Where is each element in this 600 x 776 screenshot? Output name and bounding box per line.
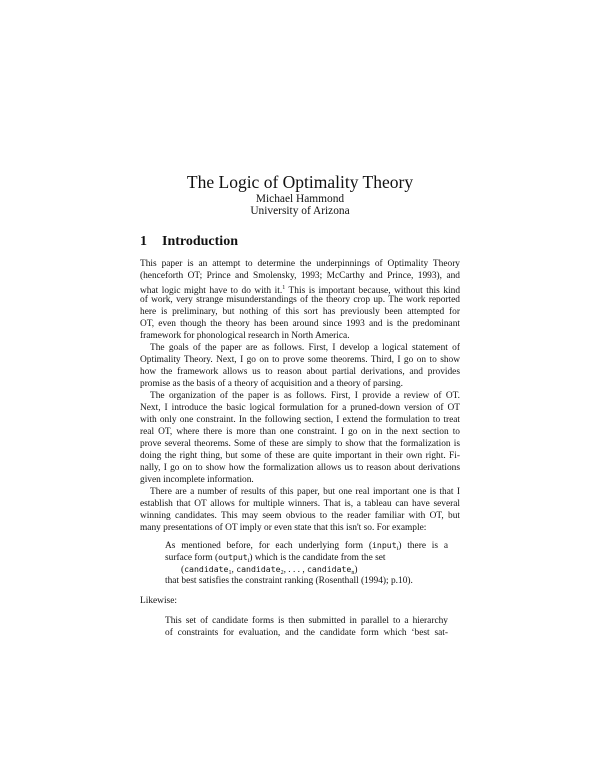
math-candidate: candidate	[184, 564, 229, 574]
footnote-marker[interactable]: 1	[282, 285, 286, 291]
quote-text: )	[354, 565, 358, 575]
quote-line: This set of candidate forms is then submitted in parallel to a hierarchy	[165, 616, 448, 626]
author-name: Michael Hammond	[255, 193, 345, 205]
body-line: (henceforth OT; Prince and Smolensky, 1993; McCarthy and Prince, 1993), and	[140, 271, 460, 281]
math-subscript: i	[396, 546, 399, 552]
quote-text: ) which is the candidate from the set	[249, 553, 386, 563]
author-affiliation: University of Arizona	[250, 205, 350, 217]
body-line: given incomplete information.	[140, 475, 254, 485]
body-text: This is important because, without this kind	[285, 286, 461, 296]
math-subscript: 2	[280, 570, 284, 576]
body-line: nally, I go on to show how the formalization allows us to reason about derivations	[140, 463, 460, 473]
section-title: Introduction	[162, 234, 238, 249]
body-line: here is preliminary, but nothing of this sort has previously been attempted for	[140, 307, 460, 317]
math-candidate: candidate	[236, 564, 281, 574]
body-line: Next, I introduce the basic logical formulation for a pruned-down version of OT	[140, 403, 460, 413]
body-line: Optimality Theory. Next, I go on to prove some theorems. Third, I go on to show	[140, 355, 460, 365]
section-heading	[140, 233, 238, 250]
section-number: 1	[140, 234, 147, 249]
body-line: There are a number of results of this paper, but one real important one is that I	[150, 487, 460, 497]
body-line: how the framework allows us to reason about partial derivations, and provides	[140, 367, 460, 377]
body-line: The goals of the paper are as follows. First, I develop a logical statement of	[150, 343, 460, 353]
math-subscript: 1	[228, 570, 232, 576]
body-line: The organization of the paper is as follows. First, I provide a review of OT.	[150, 391, 460, 401]
quote-text: (	[181, 565, 185, 575]
body-line: winning candidates. This may seem obvious to the reader familiar with OT, but	[140, 511, 460, 521]
body-line: This paper is an attempt to determine the underpinnings of Optimality Theory	[140, 259, 460, 269]
body-line: OT, even though the theory has been around since 1993 and is the predominant	[140, 319, 460, 329]
quote-text: , . . . ,	[283, 565, 307, 575]
body-line: framework for phonological research in North America.	[140, 331, 350, 341]
body-line: of work, very strange misunderstandings of the theory crop up. The work reported	[140, 295, 460, 305]
quote-text: ) there is a	[398, 541, 448, 551]
quote-line: that best satisfies the constraint ranking (Rosenthall (1994); p.10).	[165, 576, 413, 586]
quote-text: ,	[231, 565, 237, 575]
body-line: Likewise:	[140, 596, 177, 606]
body-line: promise as the basis of a theory of acquisition and a theory of parsing.	[140, 379, 403, 389]
body-line: with only one constraint. In the following section, I extend the formulation to treat	[140, 415, 460, 425]
math-candidate: candidate	[307, 564, 352, 574]
body-line: prove several theorems. Some of these are simply to show that the formalization is	[140, 439, 460, 449]
paper-title: The Logic of Optimality Theory	[186, 172, 414, 192]
math-subscript: n	[351, 570, 355, 576]
body-line: real OT, where there is more than one constraint. I go on in the next section to	[140, 427, 460, 437]
quote-line: of constraints for evaluation, and the candidate form which ‘best sat-	[165, 628, 448, 638]
body-text: what logic might have to do with it.	[140, 286, 283, 296]
body-line: doing the right thing, but some of these are quite important in their own right. Fi-	[140, 451, 460, 461]
math-input: input	[371, 540, 397, 550]
body-line: establish that OT allows for multiple winners. That is, a tableau can have several	[140, 499, 460, 509]
body-line: many presentations of OT imply or even state that this isn't so. For example:	[140, 523, 427, 533]
quote-text: surface form (	[165, 553, 219, 563]
math-output: output	[218, 552, 248, 562]
math-subscript: i	[247, 558, 250, 564]
quote-text: As mentioned before, for each underlying form (	[165, 541, 372, 551]
